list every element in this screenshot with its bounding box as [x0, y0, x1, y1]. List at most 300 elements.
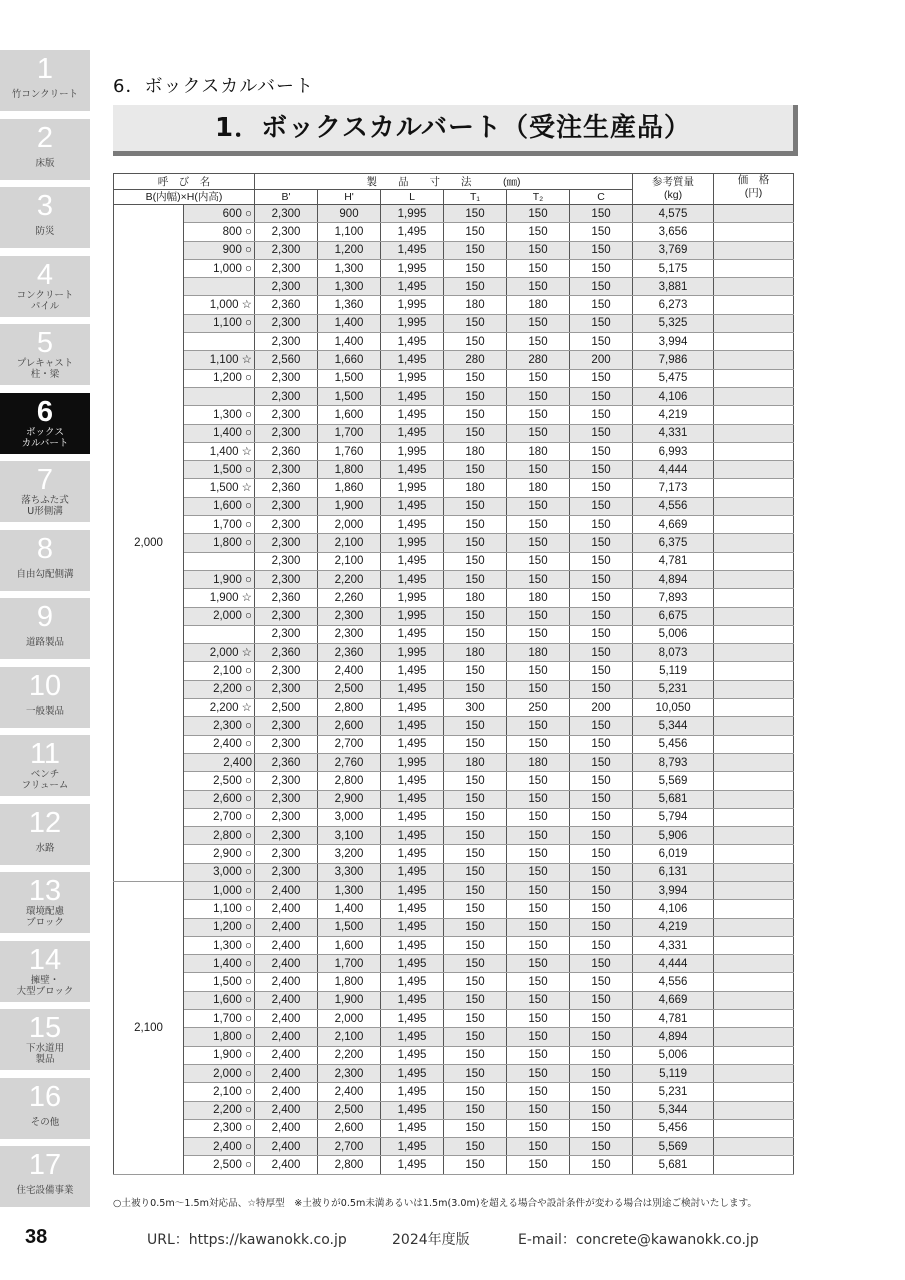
cell-t2: 150 — [507, 607, 570, 625]
cell-t1: 150 — [444, 625, 507, 643]
sidebar-tab-11[interactable] — [0, 735, 90, 797]
cell-t2: 150 — [507, 1046, 570, 1064]
cell-mass: 8,793 — [633, 753, 714, 771]
cell-b-prime: 2,300 — [255, 424, 318, 442]
cell-price — [714, 753, 794, 771]
cell-length: 1,995 — [381, 314, 444, 332]
cell-c: 150 — [570, 1046, 633, 1064]
cell-mass: 3,994 — [633, 881, 714, 899]
header-mass-label: 参考質量 — [652, 176, 695, 188]
cell-nominal — [184, 333, 255, 351]
cell-c: 150 — [570, 552, 633, 570]
sidebar-tab-10[interactable] — [0, 667, 90, 729]
cell-h-prime: 1,860 — [318, 479, 381, 497]
cell-b-prime: 2,300 — [255, 369, 318, 387]
cell-b-prime: 2,400 — [255, 1083, 318, 1101]
cell-price — [714, 1138, 794, 1156]
cell-mass: 5,681 — [633, 1156, 714, 1174]
cell-t1: 150 — [444, 1028, 507, 1046]
cell-price — [714, 369, 794, 387]
cell-h-prime: 2,400 — [318, 662, 381, 680]
cell-t1: 150 — [444, 936, 507, 954]
table-row — [114, 1119, 794, 1137]
cell-t2: 150 — [507, 333, 570, 351]
sidebar-tab-label: 環境配慮 ブロック — [25, 906, 64, 928]
cell-mass: 5,475 — [633, 369, 714, 387]
cell-h-prime: 3,100 — [318, 827, 381, 845]
cell-t1: 150 — [444, 717, 507, 735]
sidebar-tab-label: 道路製品 — [25, 637, 64, 648]
cell-t1: 150 — [444, 991, 507, 1009]
cell-mass: 3,656 — [633, 223, 714, 241]
cell-t2: 150 — [507, 497, 570, 515]
cell-c: 150 — [570, 717, 633, 735]
table-row — [114, 516, 794, 534]
sidebar-tab-7[interactable] — [0, 461, 90, 523]
cell-t2: 150 — [507, 534, 570, 552]
cell-nominal: 1,700 ○ — [184, 516, 255, 534]
cell-mass: 4,331 — [633, 424, 714, 442]
cell-price — [714, 351, 794, 369]
cell-c: 150 — [570, 570, 633, 588]
cell-h-prime: 2,100 — [318, 552, 381, 570]
cell-c: 150 — [570, 278, 633, 296]
cell-t1: 150 — [444, 424, 507, 442]
sidebar-tab-label: 防災 — [35, 226, 55, 237]
cell-c: 150 — [570, 881, 633, 899]
cell-t2: 150 — [507, 881, 570, 899]
cell-h-prime: 2,300 — [318, 625, 381, 643]
cell-length: 1,995 — [381, 534, 444, 552]
cell-nominal: 1,800 ○ — [184, 1028, 255, 1046]
cell-t2: 150 — [507, 241, 570, 259]
cell-b-prime: 2,400 — [255, 973, 318, 991]
cell-length: 1,495 — [381, 1119, 444, 1137]
cell-t2: 180 — [507, 589, 570, 607]
cell-t2: 150 — [507, 680, 570, 698]
cell-mass: 5,175 — [633, 259, 714, 277]
cell-b-prime: 2,300 — [255, 534, 318, 552]
cell-price — [714, 259, 794, 277]
table-row — [114, 259, 794, 277]
cell-t1: 300 — [444, 699, 507, 717]
cell-b-prime: 2,560 — [255, 351, 318, 369]
cell-length: 1,495 — [381, 461, 444, 479]
cell-price — [714, 497, 794, 515]
cell-mass: 5,231 — [633, 1083, 714, 1101]
cell-h-prime: 2,300 — [318, 1064, 381, 1082]
cell-c: 150 — [570, 863, 633, 881]
header-b: B' — [255, 190, 318, 205]
sidebar-tab-number: 9 — [36, 601, 54, 633]
cell-t2: 150 — [507, 406, 570, 424]
sidebar-tab-4[interactable] — [0, 256, 90, 318]
cell-t1: 150 — [444, 680, 507, 698]
table-row — [114, 1028, 794, 1046]
sidebar-tab-number: 17 — [28, 1149, 62, 1181]
cell-t1: 150 — [444, 387, 507, 405]
cell-t2: 150 — [507, 205, 570, 223]
cell-t2: 150 — [507, 570, 570, 588]
cell-t1: 150 — [444, 516, 507, 534]
cell-length: 1,495 — [381, 406, 444, 424]
cell-h-prime: 2,200 — [318, 570, 381, 588]
cell-c: 150 — [570, 442, 633, 460]
cell-h-prime: 2,300 — [318, 607, 381, 625]
cell-b-prime: 2,400 — [255, 918, 318, 936]
sidebar-tab-3[interactable] — [0, 187, 90, 249]
table-row — [114, 406, 794, 424]
cell-t2: 150 — [507, 845, 570, 863]
cell-h-prime: 1,600 — [318, 406, 381, 424]
cell-nominal: 2,100 ○ — [184, 1083, 255, 1101]
cell-t1: 150 — [444, 955, 507, 973]
cell-t2: 150 — [507, 1119, 570, 1137]
cell-t1: 150 — [444, 570, 507, 588]
cell-c: 150 — [570, 973, 633, 991]
cell-nominal: 1,100 ○ — [184, 314, 255, 332]
section-heading: 6．ボックスカルバート — [113, 76, 315, 97]
sidebar-tab-number: 7 — [36, 464, 54, 496]
cell-length: 1,495 — [381, 808, 444, 826]
cell-nominal: 2,500 ○ — [184, 772, 255, 790]
cell-c: 150 — [570, 241, 633, 259]
table-row — [114, 955, 794, 973]
cell-b-prime: 2,400 — [255, 1028, 318, 1046]
cell-b-prime: 2,360 — [255, 589, 318, 607]
sidebar-tab-number: 10 — [28, 670, 62, 702]
cell-price — [714, 863, 794, 881]
cell-length: 1,995 — [381, 589, 444, 607]
cell-length: 1,495 — [381, 936, 444, 954]
cell-c: 150 — [570, 333, 633, 351]
cell-mass: 4,894 — [633, 570, 714, 588]
cell-h-prime: 2,700 — [318, 735, 381, 753]
sidebar-tab-9[interactable] — [0, 598, 90, 660]
cell-price — [714, 534, 794, 552]
cell-mass: 4,575 — [633, 205, 714, 223]
cell-h-prime: 1,300 — [318, 278, 381, 296]
cell-t1: 150 — [444, 534, 507, 552]
cell-c: 150 — [570, 516, 633, 534]
cell-mass: 5,456 — [633, 735, 714, 753]
cell-c: 150 — [570, 991, 633, 1009]
cell-length: 1,495 — [381, 790, 444, 808]
cell-c: 150 — [570, 1083, 633, 1101]
cell-t1: 150 — [444, 369, 507, 387]
cell-t1: 150 — [444, 827, 507, 845]
cell-t2: 150 — [507, 314, 570, 332]
cell-b-prime: 2,300 — [255, 314, 318, 332]
cell-c: 150 — [570, 790, 633, 808]
sidebar-tab-label: 竹コンクリート — [11, 89, 79, 100]
cell-nominal: 2,400 ○ — [184, 735, 255, 753]
cell-price — [714, 424, 794, 442]
cell-price — [714, 900, 794, 918]
cell-length: 1,495 — [381, 827, 444, 845]
cell-b-prime: 2,360 — [255, 442, 318, 460]
cell-c: 150 — [570, 406, 633, 424]
cell-c: 150 — [570, 753, 633, 771]
cell-c: 150 — [570, 625, 633, 643]
cell-b-prime: 2,300 — [255, 461, 318, 479]
cell-t1: 150 — [444, 845, 507, 863]
cell-t1: 150 — [444, 1119, 507, 1137]
cell-b-prime: 2,400 — [255, 955, 318, 973]
cell-t2: 180 — [507, 479, 570, 497]
table-row — [114, 1010, 794, 1028]
cell-nominal: 2,900 ○ — [184, 845, 255, 863]
cell-mass: 4,556 — [633, 973, 714, 991]
cell-t2: 150 — [507, 900, 570, 918]
cell-length: 1,495 — [381, 699, 444, 717]
cell-b-prime: 2,300 — [255, 863, 318, 881]
cell-b-prime: 2,300 — [255, 333, 318, 351]
cell-length: 1,995 — [381, 607, 444, 625]
cell-t2: 150 — [507, 1101, 570, 1119]
cell-b-prime: 2,300 — [255, 827, 318, 845]
cell-c: 200 — [570, 351, 633, 369]
cell-price — [714, 717, 794, 735]
cell-mass: 8,073 — [633, 644, 714, 662]
cell-mass: 4,894 — [633, 1028, 714, 1046]
cell-price — [714, 442, 794, 460]
cell-nominal: 1,000 ○ — [184, 881, 255, 899]
cell-t1: 280 — [444, 351, 507, 369]
cell-b-prime: 2,500 — [255, 699, 318, 717]
cell-mass: 4,219 — [633, 406, 714, 424]
header-t1: T₁ — [444, 190, 507, 205]
cell-price — [714, 1156, 794, 1174]
table-row — [114, 808, 794, 826]
table-row — [114, 479, 794, 497]
cell-b-prime: 2,300 — [255, 278, 318, 296]
cell-length: 1,495 — [381, 497, 444, 515]
cell-mass: 5,569 — [633, 772, 714, 790]
cell-mass: 4,444 — [633, 955, 714, 973]
cell-nominal: 1,400 ☆ — [184, 442, 255, 460]
cell-h-prime: 3,200 — [318, 845, 381, 863]
cell-length: 1,495 — [381, 1101, 444, 1119]
table-row — [114, 753, 794, 771]
cell-h-prime: 2,800 — [318, 1156, 381, 1174]
cell-nominal — [184, 625, 255, 643]
cell-length: 1,495 — [381, 955, 444, 973]
cell-t2: 150 — [507, 259, 570, 277]
cell-b-prime: 2,400 — [255, 1156, 318, 1174]
cell-mass: 4,219 — [633, 918, 714, 936]
cell-t1: 150 — [444, 1046, 507, 1064]
cell-nominal — [184, 387, 255, 405]
cell-length: 1,495 — [381, 625, 444, 643]
cell-b-prime: 2,300 — [255, 223, 318, 241]
cell-nominal: 1,200 ○ — [184, 369, 255, 387]
cell-c: 200 — [570, 699, 633, 717]
cell-mass: 6,375 — [633, 534, 714, 552]
cell-c: 150 — [570, 314, 633, 332]
header-t2: T₂ — [507, 190, 570, 205]
page-number: 38 — [25, 1226, 48, 1248]
cell-t1: 150 — [444, 205, 507, 223]
cell-length: 1,495 — [381, 241, 444, 259]
table-row — [114, 534, 794, 552]
cell-mass: 6,993 — [633, 442, 714, 460]
table-row — [114, 497, 794, 515]
cell-mass: 5,119 — [633, 1064, 714, 1082]
cell-b-prime: 2,360 — [255, 753, 318, 771]
cell-mass: 5,006 — [633, 1046, 714, 1064]
table-row — [114, 680, 794, 698]
cell-price — [714, 662, 794, 680]
cell-nominal: 1,200 ○ — [184, 918, 255, 936]
cell-mass: 7,986 — [633, 351, 714, 369]
cell-c: 150 — [570, 772, 633, 790]
cell-length: 1,995 — [381, 479, 444, 497]
cell-h-prime: 2,000 — [318, 1010, 381, 1028]
cell-h-prime: 2,200 — [318, 1046, 381, 1064]
cell-t2: 150 — [507, 973, 570, 991]
table-row — [114, 552, 794, 570]
cell-mass: 7,173 — [633, 479, 714, 497]
cell-b-prime: 2,300 — [255, 735, 318, 753]
cell-c: 150 — [570, 936, 633, 954]
cell-nominal: 1,400 ○ — [184, 424, 255, 442]
table-row — [114, 461, 794, 479]
sidebar-tab-2[interactable] — [0, 119, 90, 181]
sidebar-tab-number: 8 — [36, 533, 54, 565]
cell-length: 1,995 — [381, 259, 444, 277]
cell-t2: 150 — [507, 955, 570, 973]
sidebar-tab-15[interactable] — [0, 1009, 90, 1071]
cell-price — [714, 845, 794, 863]
cell-h-prime: 1,200 — [318, 241, 381, 259]
sidebar-tab-14[interactable] — [0, 941, 90, 1003]
cell-c: 150 — [570, 1138, 633, 1156]
cell-h-prime: 1,500 — [318, 369, 381, 387]
cell-t1: 150 — [444, 314, 507, 332]
cell-mass: 5,119 — [633, 662, 714, 680]
cell-price — [714, 461, 794, 479]
cell-t2: 150 — [507, 461, 570, 479]
cell-c: 150 — [570, 955, 633, 973]
cell-nominal: 1,900 ○ — [184, 570, 255, 588]
cell-b-prime: 2,400 — [255, 900, 318, 918]
cell-b-prime: 2,360 — [255, 644, 318, 662]
table-row — [114, 735, 794, 753]
cell-t2: 180 — [507, 442, 570, 460]
cell-t1: 150 — [444, 1083, 507, 1101]
table-row — [114, 790, 794, 808]
cell-length: 1,495 — [381, 680, 444, 698]
sidebar-tab-12[interactable] — [0, 804, 90, 866]
cell-b-prime: 2,400 — [255, 881, 318, 899]
cell-t1: 150 — [444, 772, 507, 790]
cell-h-prime: 2,500 — [318, 1101, 381, 1119]
sidebar-tab-5[interactable] — [0, 324, 90, 386]
sidebar-tab-number: 11 — [29, 738, 61, 770]
sidebar-tab-1[interactable] — [0, 50, 90, 112]
sidebar-tab-label: プレキャスト 柱・梁 — [16, 358, 74, 380]
cell-nominal: 2,300 ○ — [184, 717, 255, 735]
table-row — [114, 223, 794, 241]
cell-length: 1,495 — [381, 881, 444, 899]
cell-price — [714, 808, 794, 826]
header-dimensions: 製 品 寸 法 (㎜) — [255, 174, 633, 190]
table-row — [114, 1046, 794, 1064]
cell-length: 1,495 — [381, 973, 444, 991]
cell-h-prime: 1,300 — [318, 881, 381, 899]
cell-price — [714, 516, 794, 534]
table-row — [114, 241, 794, 259]
cell-mass: 4,331 — [633, 936, 714, 954]
table-row — [114, 625, 794, 643]
cell-t2: 280 — [507, 351, 570, 369]
cell-t1: 150 — [444, 1010, 507, 1028]
sidebar-tab-8[interactable] — [0, 530, 90, 592]
cell-t2: 150 — [507, 717, 570, 735]
cell-b-prime: 2,400 — [255, 1119, 318, 1137]
cell-b-prime: 2,300 — [255, 552, 318, 570]
header-mass — [633, 174, 714, 205]
cell-t1: 150 — [444, 735, 507, 753]
header-name: 呼 び 名 — [114, 174, 255, 190]
cell-c: 150 — [570, 369, 633, 387]
cell-length: 1,495 — [381, 424, 444, 442]
cell-length: 1,495 — [381, 278, 444, 296]
cell-b-prime: 2,300 — [255, 406, 318, 424]
cell-b-prime: 2,400 — [255, 1064, 318, 1082]
cell-nominal: 600 ○ — [184, 205, 255, 223]
cell-h-prime: 2,260 — [318, 589, 381, 607]
cell-c: 150 — [570, 900, 633, 918]
footer-url[interactable]: URL：https://kawanokk.co.jp — [147, 1232, 347, 1248]
cell-nominal: 1,500 ○ — [184, 973, 255, 991]
cell-mass: 7,893 — [633, 589, 714, 607]
sidebar-tab-16[interactable] — [0, 1078, 90, 1140]
cell-length: 1,495 — [381, 772, 444, 790]
cell-mass: 5,344 — [633, 1101, 714, 1119]
cell-length: 1,495 — [381, 717, 444, 735]
cell-t2: 150 — [507, 863, 570, 881]
sidebar-tab-number: 16 — [28, 1081, 62, 1113]
cell-t2: 150 — [507, 516, 570, 534]
cell-price — [714, 1101, 794, 1119]
cell-b-prime: 2,400 — [255, 991, 318, 1009]
cell-h-prime: 2,800 — [318, 772, 381, 790]
cell-nominal: 900 ○ — [184, 241, 255, 259]
sidebar-tab-6[interactable] — [0, 393, 90, 455]
cell-length: 1,495 — [381, 900, 444, 918]
sidebar-tab-number: 12 — [28, 807, 62, 839]
cell-nominal: 1,500 ○ — [184, 461, 255, 479]
sidebar-tab-13[interactable] — [0, 872, 90, 934]
cell-t2: 150 — [507, 1028, 570, 1046]
cell-b-prime: 2,400 — [255, 1101, 318, 1119]
sidebar-tab-label: 下水道用 製品 — [25, 1043, 64, 1065]
cell-price — [714, 1010, 794, 1028]
cell-nominal: 2,500 ○ — [184, 1156, 255, 1174]
cell-nominal: 2,100 ○ — [184, 662, 255, 680]
cell-length: 1,495 — [381, 662, 444, 680]
footer-email[interactable]: E-mail：concrete@kawanokk.co.jp — [518, 1232, 759, 1248]
cell-h-prime: 1,660 — [318, 351, 381, 369]
cell-c: 150 — [570, 735, 633, 753]
sidebar-tab-number: 4 — [36, 259, 54, 291]
group-width: 2,100 — [114, 881, 184, 1174]
cell-t1: 150 — [444, 973, 507, 991]
cell-length: 1,995 — [381, 296, 444, 314]
sidebar-tab-17[interactable] — [0, 1146, 90, 1208]
